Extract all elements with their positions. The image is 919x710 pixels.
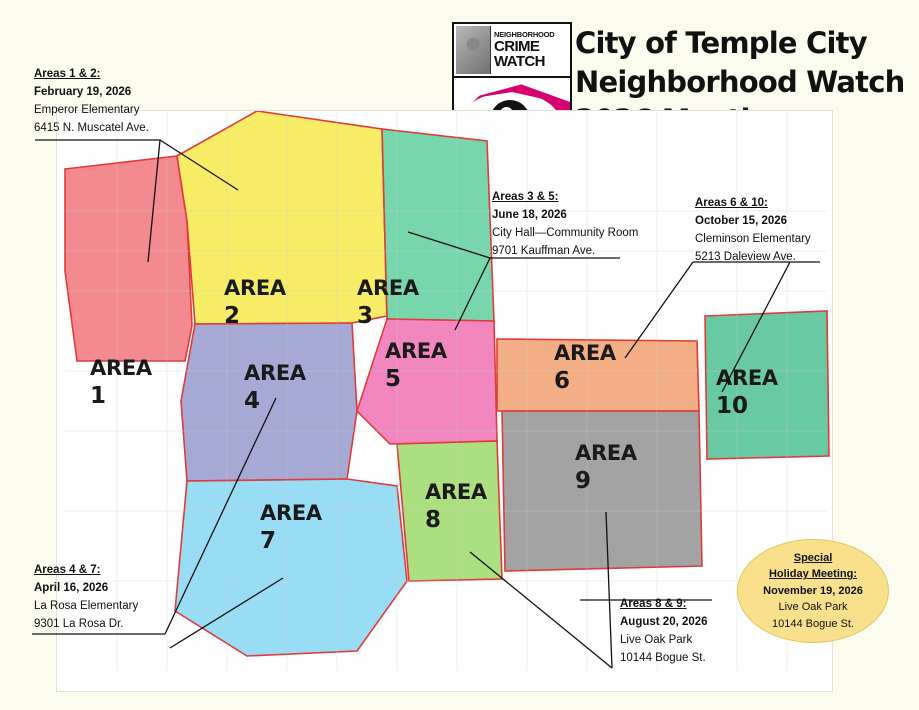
- area-4-polygon: [181, 323, 357, 481]
- area-9-polygon: [502, 411, 702, 571]
- special-holiday-meeting-badge: [737, 539, 889, 643]
- police-badge-icon: [456, 26, 491, 74]
- logo-wordmark: [454, 24, 570, 78]
- area-label-9: AREA 9: [575, 441, 637, 494]
- callout-head: Areas 4 & 7:: [34, 564, 101, 576]
- callout-venue: Cleminson Elementary: [695, 233, 811, 246]
- holiday-line-1: Special: [793, 551, 833, 564]
- title-line-2: Neighborhood Watch: [575, 64, 905, 99]
- holiday-line-3: November 19, 2026: [763, 584, 863, 597]
- callout-address: 9301 La Rosa Dr.: [34, 618, 124, 631]
- callout-date: April 16, 2026: [34, 582, 109, 595]
- callout-address: 6415 N. Muscatel Ave.: [34, 122, 149, 135]
- callout-areas-1-2: [34, 65, 149, 138]
- callout-areas-4-7: [34, 561, 138, 634]
- area-label-5: AREA 5: [385, 339, 447, 392]
- callout-venue: Live Oak Park: [620, 634, 693, 647]
- area-7-polygon: [175, 479, 407, 656]
- area-label-7: AREA 7: [260, 501, 322, 554]
- area-1-polygon: [65, 156, 192, 361]
- area-label-3: AREA 3: [357, 276, 419, 329]
- callout-date: June 18, 2026: [492, 209, 567, 222]
- holiday-line-2: Holiday Meeting:: [768, 568, 857, 581]
- holiday-line-5: 10144 Bogue St.: [772, 617, 854, 630]
- area-label-8: AREA 8: [425, 480, 487, 533]
- callout-areas-8-9: [620, 595, 708, 668]
- logo-line1: NEIGHBORHOOD: [494, 30, 555, 40]
- holiday-line-4: Live Oak Park: [778, 601, 848, 614]
- area-label-10: AREA 10: [716, 366, 778, 419]
- callout-venue: Emperor Elementary: [34, 104, 140, 117]
- area-label-4: AREA 4: [244, 361, 306, 414]
- callout-venue: City Hall—Community Room: [492, 227, 639, 240]
- callout-date: August 20, 2026: [620, 616, 708, 629]
- area-5-polygon: [357, 319, 497, 444]
- callout-venue: La Rosa Elementary: [34, 600, 139, 613]
- logo-line2: CRIME WATCH: [494, 37, 545, 70]
- callout-areas-3-5: [492, 188, 638, 261]
- area-3-polygon: [382, 129, 494, 321]
- callout-address: 5213 Daleview Ave.: [695, 251, 796, 264]
- area-label-6: AREA 6: [554, 341, 616, 394]
- callout-address: 10144 Bogue St.: [620, 652, 706, 665]
- area-6-polygon: [497, 339, 699, 411]
- callout-head: Areas 3 & 5:: [492, 191, 559, 203]
- title-line-1: City of Temple City: [575, 26, 867, 60]
- callout-head: Areas 6 & 10:: [695, 197, 768, 209]
- callout-date: February 19, 2026: [34, 86, 132, 99]
- area-10-polygon: [705, 311, 829, 459]
- callout-areas-6-10: [695, 194, 811, 267]
- area-2-polygon: [177, 111, 387, 324]
- area-label-2: AREA 2: [224, 276, 286, 329]
- area-label-1: AREA 1: [90, 356, 152, 409]
- callout-head: Areas 1 & 2:: [34, 68, 101, 80]
- callout-date: October 15, 2026: [695, 215, 788, 228]
- callout-head: Areas 8 & 9:: [620, 598, 687, 610]
- callout-address: 9701 Kauffman Ave.: [492, 245, 596, 258]
- logo-text: [491, 31, 570, 69]
